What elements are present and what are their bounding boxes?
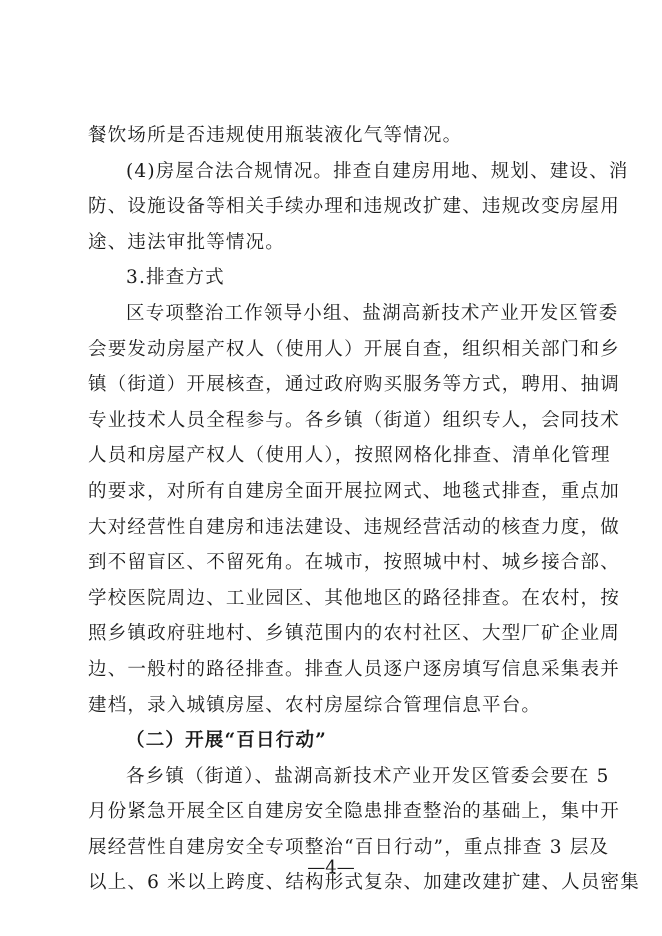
body-line: 展经营性自建房安全专项整治“百日行动”，重点排查 3 层及 <box>88 836 610 858</box>
body-line: 到不留盲区、不留死角。在城市，按照城中村、城乡接合部、 <box>88 552 620 574</box>
document-body <box>88 118 640 901</box>
section-heading: （二）开展“百日行动” <box>126 730 327 752</box>
body-line: 专业技术人员全程参与。各乡镇（街道）组织专人，会同技术 <box>88 409 620 431</box>
body-line: 防、设施设备等相关手续办理和违规改扩建、违规改变房屋用 <box>88 196 620 218</box>
body-line: 途、违法审批等情况。 <box>88 231 286 253</box>
body-line: 照乡镇政府驻地村、乡镇范围内的农村社区、大型厂矿企业周 <box>88 623 620 645</box>
body-line: 镇（街道）开展核查，通过政府购买服务等方式，聘用、抽调 <box>88 374 620 396</box>
body-line: 人员和房屋产权人（使用人），按照网格化排查、清单化管理 <box>88 445 611 467</box>
section-item-heading: (4)房屋合法合规情况。排查自建房用地、规划、建设、消 <box>126 160 629 182</box>
page-number: —4— <box>307 857 355 878</box>
body-line: 会要发动房屋产权人（使用人）开展自查，组织相关部门和乡 <box>88 338 620 360</box>
body-line: 建档，录入城镇房屋、农村房屋综合管理信息平台。 <box>88 694 542 716</box>
body-line: 以上、6 米以上跨度、结构形式复杂、加建改建扩建、人员密集 <box>88 872 640 894</box>
subsection-heading: 3.排查方式 <box>126 267 225 289</box>
body-line: 餐饮场所是否违规使用瓶装液化气等情况。 <box>88 125 463 146</box>
body-line: 各乡镇（街道）、盐湖高新技术产业开发区管委会要在 5 <box>126 765 610 787</box>
body-line: 区专项整治工作领导小组、盐湖高新技术产业开发区管委 <box>126 302 619 324</box>
body-line: 月份紧急开展全区自建房安全隐患排查整治的基础上，集中开 <box>88 801 620 823</box>
body-line: 的要求，对所有自建房全面开展拉网式、地毯式排查，重点加 <box>88 480 620 502</box>
body-line: 学校医院周边、工业园区、其他地区的路径排查。在农村，按 <box>88 587 620 609</box>
body-line: 大对经营性自建房和违法建设、违规经营活动的核查力度，做 <box>88 516 620 538</box>
body-line: 边、一般村的路径排查。排查人员逐户逐房填写信息采集表并 <box>88 658 620 680</box>
